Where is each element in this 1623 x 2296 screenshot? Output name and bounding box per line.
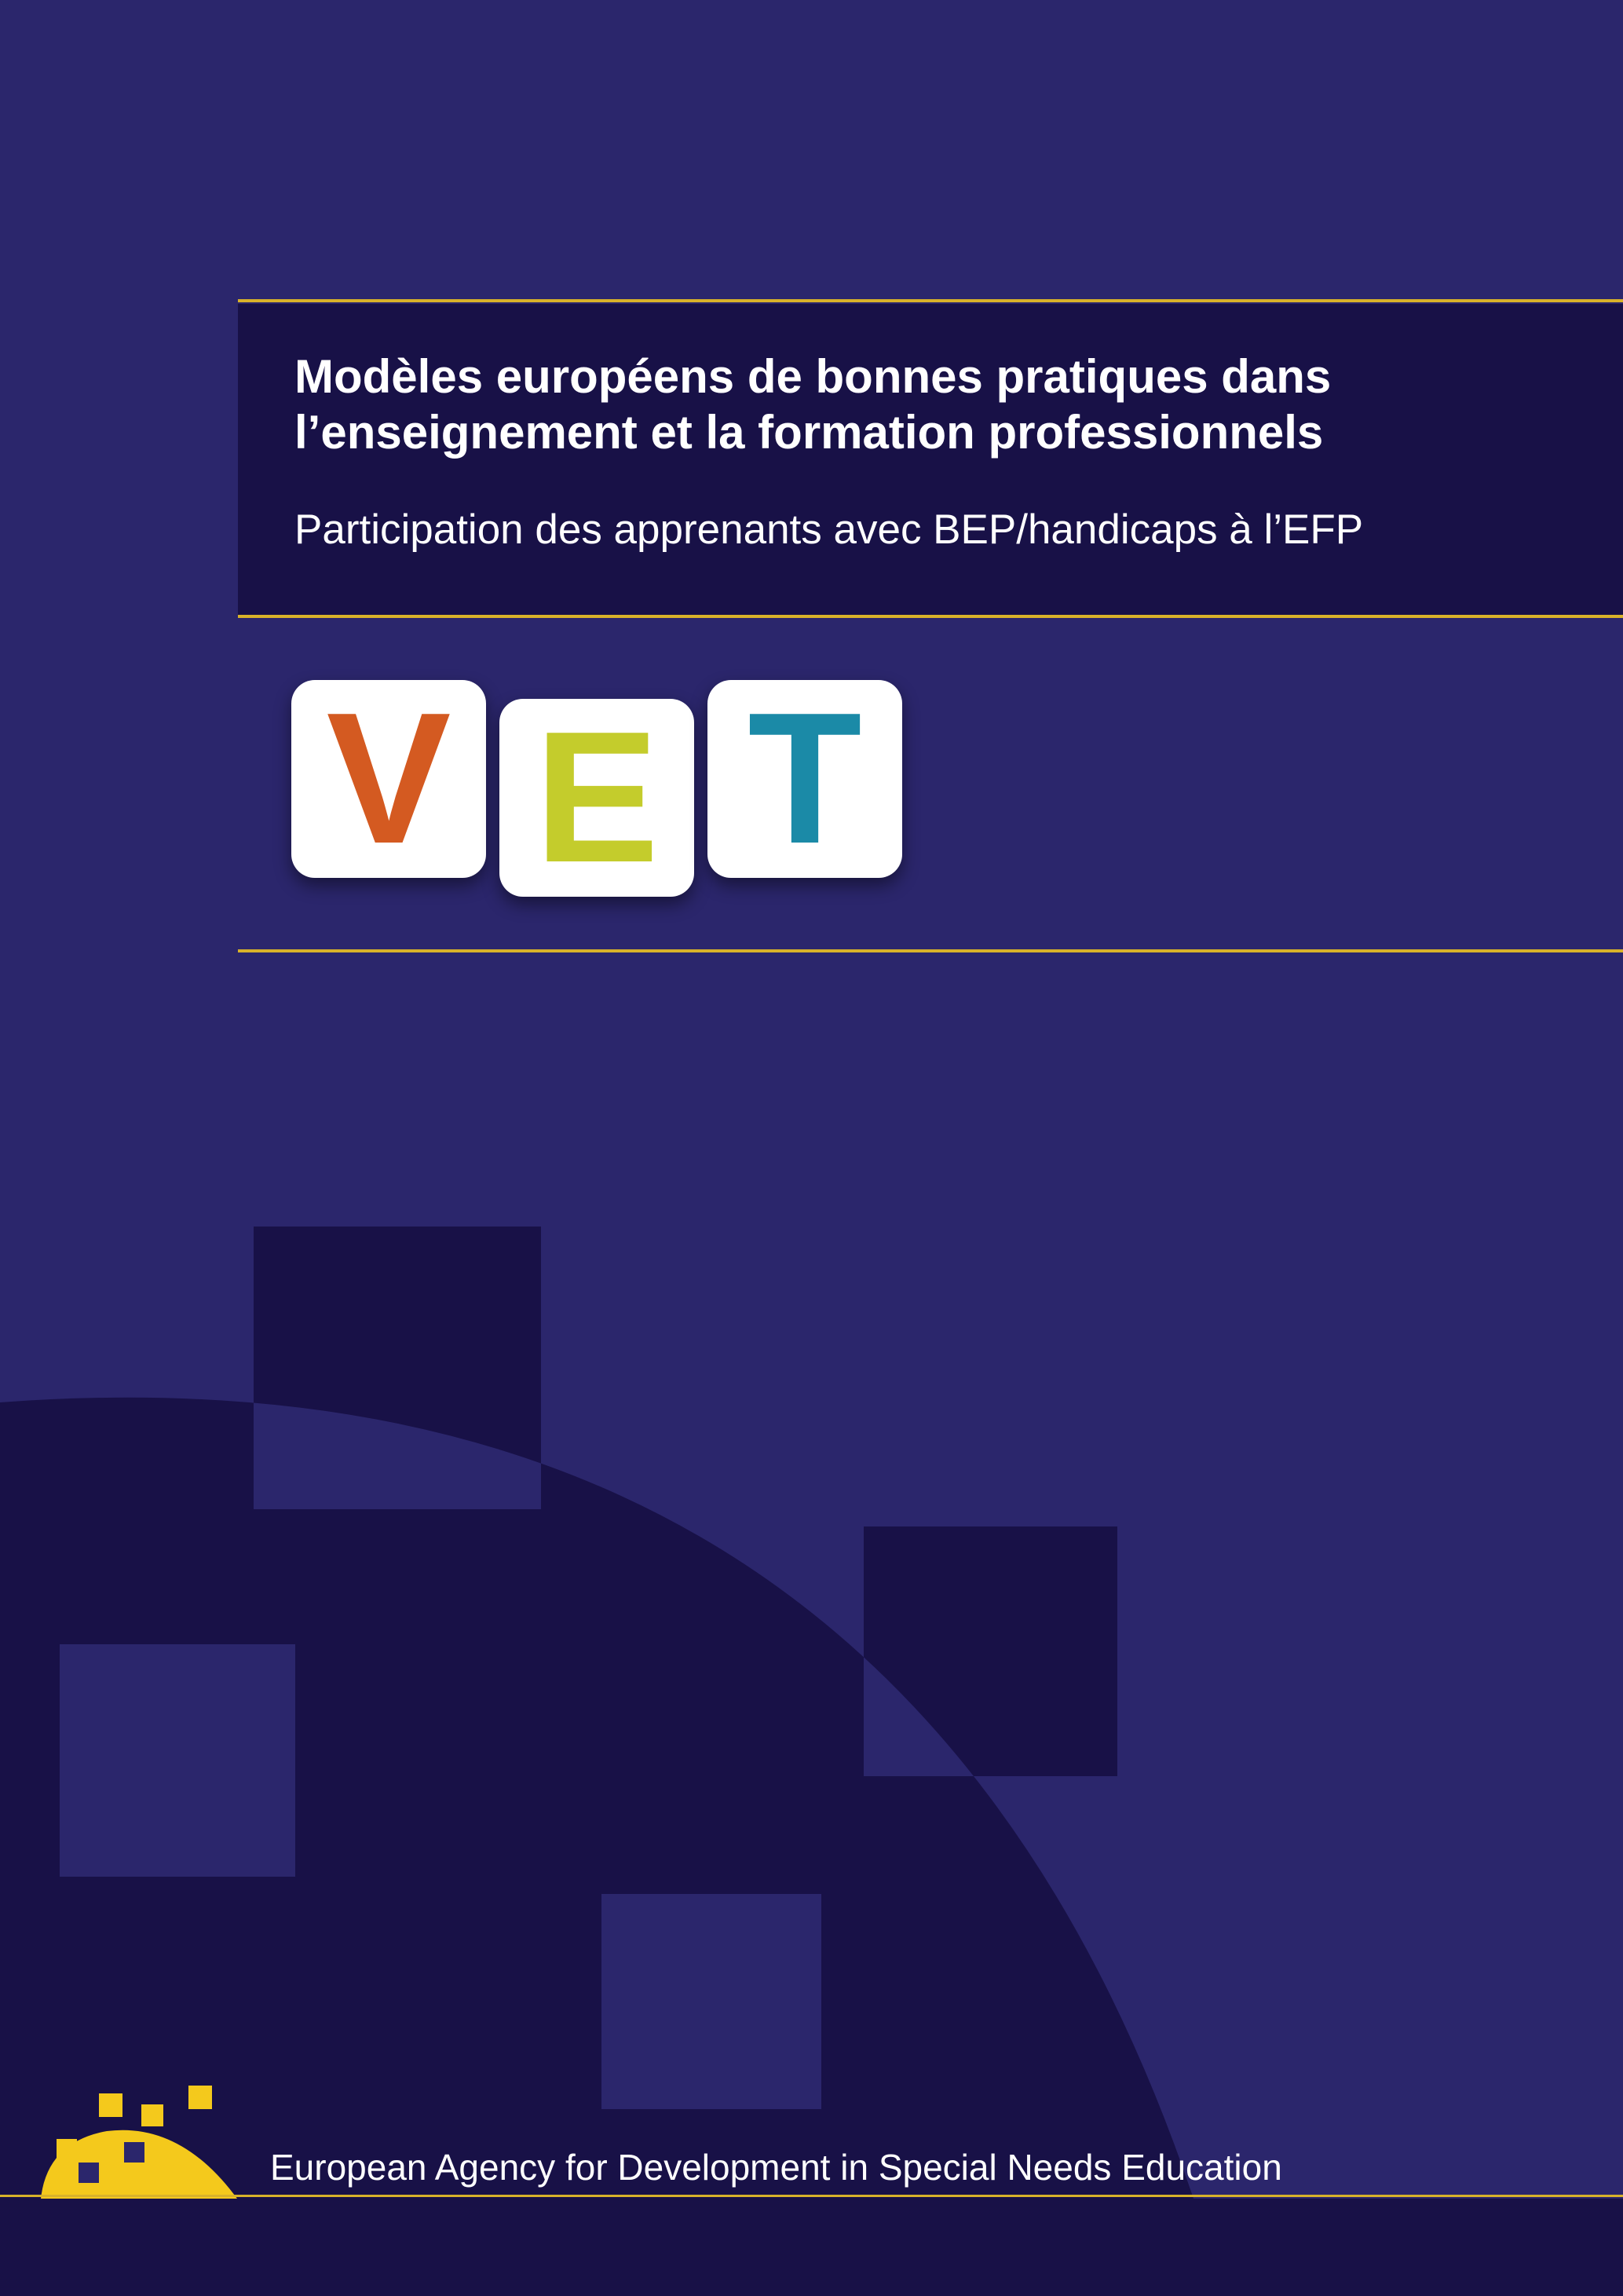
title-band — [238, 304, 1623, 615]
document-subtitle: Participation des apprenants avec BEP/handicaps à l’EFP — [294, 506, 1364, 553]
document-title — [294, 349, 1598, 461]
vet-tile-t — [707, 675, 902, 883]
vet-tile-e — [499, 693, 694, 901]
footer-band — [0, 2199, 1623, 2296]
agency-dome-logo-icon — [31, 2086, 243, 2199]
title-bottom-rule — [238, 615, 1623, 618]
decor-square-3 — [60, 1644, 295, 1877]
title-line-2: l’enseignement et la formation professionnels — [294, 405, 1324, 459]
vet-letter-v: V — [326, 675, 451, 883]
title-line-1: Modèles européens de bonnes pratiques dans — [294, 350, 1332, 403]
decor-square-4 — [601, 1894, 821, 2109]
vet-letter-e: E — [534, 693, 660, 901]
decor-square-1 — [254, 1227, 541, 1509]
vet-bottom-rule — [238, 949, 1623, 952]
title-top-rule — [238, 299, 1623, 302]
publisher-name: European Agency for Development in Special Needs Education — [270, 2147, 1282, 2188]
vet-letter-t: T — [748, 675, 862, 883]
decor-square-2 — [864, 1526, 1117, 1776]
footer-rule — [0, 2195, 1623, 2197]
vet-tile-v — [291, 675, 486, 883]
